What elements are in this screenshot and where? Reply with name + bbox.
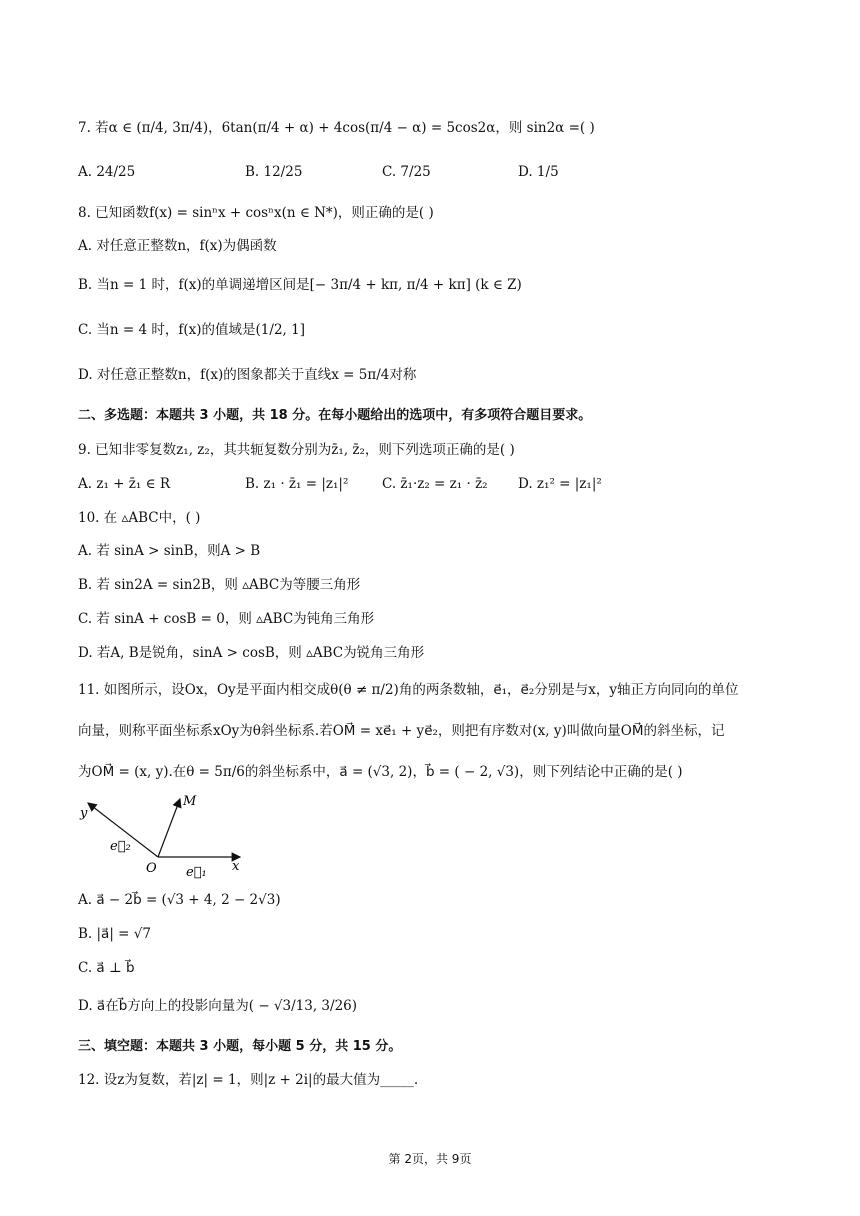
q12-stem: 12. 设z为复数，若|z| = 1，则|z + 2i|的最大值为_____. <box>78 1072 419 1088</box>
q8-option-d: D. 对任意正整数n，f(x)的图象都关于直线x = 5π/4对称 <box>78 367 417 383</box>
point-m-label: M <box>183 794 197 809</box>
q7-option-b: B. 12/25 <box>245 164 303 180</box>
q9-option-b: B. z₁ · z̄₁ = |z₁|² <box>245 476 349 492</box>
q7-stem: 7. 若α ∈ (π/4, 3π/4)，6tan(π/4 + α) + 4cos(π/4 − α) = 5cos2α，则 sin2α =( ) <box>78 120 595 136</box>
q11-option-d: D. a⃗在b⃗方向上的投影向量为( − √3/13, 3/26) <box>78 998 358 1014</box>
vector-om <box>158 799 180 857</box>
q9-stem: 9. 已知非零复数z₁, z₂，其共轭复数分别为z̄₁, z̄₂，则下列选项正确的是( ) <box>78 442 515 458</box>
origin-label: O <box>146 861 157 876</box>
q10-option-a: A. 若 sinA > sinB，则A > B <box>78 543 261 559</box>
page-footer: 第 2页，共 9页 <box>388 1152 472 1166</box>
q10-option-c: C. 若 sinA + cosB = 0，则 ▵ABC为钝角三角形 <box>78 611 375 627</box>
section-fill-in-heading: 三、填空题：本题共 3 小题，每小题 5 分，共 15 分。 <box>78 1039 402 1054</box>
q11-option-b: B. |a⃗| = √7 <box>78 926 151 942</box>
q8-stem: 8. 已知函数f(x) = sinⁿx + cosⁿx(n ∈ N*)，则正确的是( ) <box>78 205 434 221</box>
q10-stem: 10. 在 ▵ABC中，( ) <box>78 510 201 526</box>
q9-option-a: A. z₁ + z̄₁ ∈ R <box>78 476 171 492</box>
q10-option-b: B. 若 sin2A = sin2B，则 ▵ABC为等腰三角形 <box>78 577 361 593</box>
q9-option-d: D. z₁² = |z₁|² <box>518 476 602 492</box>
q8-option-a: A. 对任意正整数n，f(x)为偶函数 <box>78 238 277 254</box>
q7-option-a: A. 24/25 <box>78 164 136 180</box>
q8-option-c: C. 当n = 4 时，f(x)的值域是(1/2, 1] <box>78 322 305 338</box>
y-axis-label: y <box>80 806 88 821</box>
oblique-coordinate-figure <box>76 790 256 882</box>
q8-option-b: B. 当n = 1 时，f(x)的单调递增区间是[− 3π/4 + kπ, π/4 + kπ] (k ∈ Z) <box>78 277 522 293</box>
section-multiple-choice-heading: 二、多选题：本题共 3 小题，共 18 分。在每小题给出的选项中，有多项符合题目要求。 <box>78 408 592 423</box>
q11-stem-line2: 向量，则称平面坐标系xOy为θ斜坐标系.若OM⃗ = xe⃗₁ + ye⃗₂，则把有序数对(x, y)叫做向量OM⃗的斜坐标，记 <box>78 723 725 739</box>
q7-option-c: C. 7/25 <box>382 164 431 180</box>
q11-option-a: A. a⃗ − 2b⃗ = (√3 + 4, 2 − 2√3) <box>78 892 281 908</box>
q11-option-c: C. a⃗ ⊥ b⃗ <box>78 960 135 976</box>
e1-label: e⃗₁ <box>186 865 207 880</box>
q10-option-d: D. 若A, B是锐角，sinA > cosB，则 ▵ABC为锐角三角形 <box>78 645 425 661</box>
x-axis-label: x <box>232 859 240 874</box>
q7-option-d: D. 1/5 <box>518 164 559 180</box>
q11-stem-line3: 为OM⃗ = (x, y).在θ = 5π/6的斜坐标系中，a⃗ = (√3, 2)，b⃗ = ( − 2, √3)，则下列结论中正确的是( ) <box>78 764 683 780</box>
q9-option-c: C. z̄₁·z₂ = z₁ · z̄₂ <box>382 476 488 492</box>
e2-label: e⃗₂ <box>110 839 131 854</box>
q11-stem-line1: 11. 如图所示，设Ox，Oy是平面内相交成θ(θ ≠ π/2)角的两条数轴，e⃗₁，e⃗₂分别是与x，y轴正方向同向的单位 <box>78 682 739 698</box>
